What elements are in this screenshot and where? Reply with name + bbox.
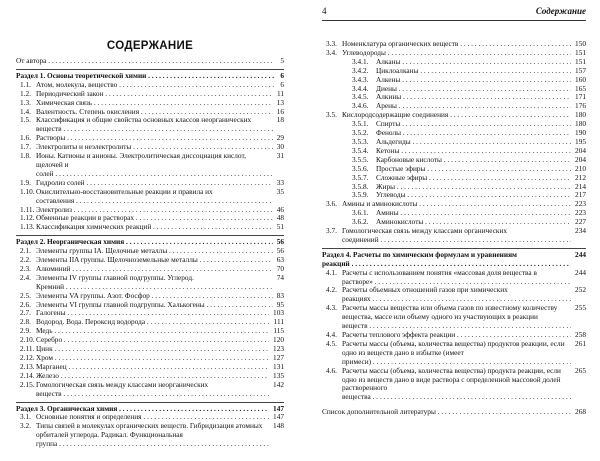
toc-entry-page: 195 [575,136,586,146]
toc-entry-label: Номенклатура органических веществ . . . [342,40,571,49]
toc-entry-number: 4.3. [326,303,337,313]
toc-entry-number: 3.5.9. [352,190,369,200]
toc-entry-number: 2.9. [20,326,31,336]
toc-entry-label: Химическая связь . . . [36,99,273,108]
toc-entry [16,354,284,363]
toc-entry [16,301,284,310]
toc-entry-label: Элементы IV группы главной подгруппы. Углерод. Кремний . . . [36,274,273,292]
toc-entry-page: 63 [276,255,284,265]
toc-entry-page: 11 [276,88,284,98]
toc-entry [322,111,586,120]
toc-entry [16,265,284,274]
toc-entry [322,331,586,340]
toc-entry-label: Альдегиды . . . [376,138,571,147]
toc-entry-number: 1.12. [20,213,35,223]
toc-entry [16,327,284,336]
toc-entry-number: 4.1. [326,267,337,277]
toc-entry-label: Гидролиз солей . . . [36,179,273,188]
toc-entry-page: 255 [575,303,586,313]
toc-entry-page: 70 [276,263,284,273]
toc-entry-number: 2.5. [20,290,31,300]
toc-entry-label: Электролиз . . . [36,206,273,215]
toc-entry-page: 123 [273,344,284,354]
section-divider [322,248,586,249]
toc-entry [16,179,284,188]
toc-entry-page: 165 [575,83,586,93]
toc-entry-number: 1.3. [20,97,31,107]
toc-entry-number: 3.6. [326,199,337,209]
toc-entry [16,214,284,223]
toc-entry-page: 157 [575,65,586,75]
toc-entry-page: 151 [575,56,586,66]
toc-entry-label: Хром . . . [36,354,269,363]
toc-entry-label: Алкены . . . [376,76,571,85]
toc-entry-number: 2.12. [20,353,35,362]
toc-entry-label: Алкины . . . [376,93,571,102]
toc-entry-page: 120 [273,335,284,345]
toc-entry [16,188,284,206]
toc-entry-number: 3.5.1. [352,119,369,129]
toc-entry-label: Список дополнительной литературы . . . [322,408,571,417]
toc-entry-page: 6 [280,79,284,89]
section-divider [16,69,284,70]
toc-entry-label: Амины и аминокислоты . . . [342,200,571,209]
toc-entry-page: 103 [273,308,284,318]
toc-entry-label: Фенолы . . . [376,129,571,138]
toc-entry-label: Классификация химических реакций . . . [36,223,273,232]
toc-entry-page: 48 [276,213,284,223]
toc-entry-page: 190 [575,128,586,138]
toc-entry-page: 142 [273,379,284,389]
toc-entry [322,340,586,367]
toc-entry-page: 244 [575,267,586,277]
toc-entry-label: Гомологическая связь между классами органических соединений . . . [342,227,571,245]
toc-entry-label: Расчеты теплового эффекта реакции . . . [342,331,571,340]
toc-entry-page: 261 [575,338,586,348]
toc-entry-page: 212 [575,172,586,182]
toc-entry-page: 180 [575,119,586,129]
toc-entry-page: 258 [575,330,586,339]
toc-section-heading [16,405,284,414]
toc-entry-page: 171 [575,92,586,102]
toc-entry-number: 3.2. [20,421,31,431]
toc-entry-page: 74 [276,272,284,282]
toc-entry [16,381,284,399]
toc-entry [322,408,586,417]
running-head: Содержание [535,6,586,16]
toc-entry-page: 6 [280,70,284,80]
toc-entry-number: 2.4. [20,272,31,282]
toc-entry-number: 2.11. [20,344,35,354]
toc-entry-label: Раздел 1. Основы теоретической химии . . . [16,72,276,81]
toc-entry-page: 151 [575,47,586,57]
toc-entry [16,256,284,265]
toc-entry-number: 1.9. [20,177,31,187]
toc-entry-number: 3.4.3. [352,74,369,84]
toc-entry-number: 1.2. [20,88,31,98]
toc-entry-label: Раздел 4. Расчеты по химическим формулам и уравнениям реакций . . . [322,251,571,269]
toc-entry-number: 2.15. [20,379,35,389]
toc-entry-number: 1.7. [20,142,31,152]
toc-entry [322,200,586,209]
toc-entry-label: Расчеты массы (объема, количества вещества) продуктов реакции, если одно из веществ дано в избытке (имеет примеси) . . . [342,340,571,367]
toc-entry-page: 135 [273,370,284,380]
toc-entry-page: 95 [276,299,284,309]
toc-entry-number: 1.10. [20,186,35,196]
toc-entry-number: 3.7. [326,226,337,236]
toc-entry-page: 31 [276,151,284,161]
toc-entry-page: 13 [276,97,284,107]
toc-entry-page: 46 [276,204,284,214]
toc-entry-page: 131 [273,361,284,371]
toc-entry-page: 29 [276,133,284,143]
toc-entry-number: 4.5. [326,338,337,348]
toc-entry-page: 51 [276,222,284,232]
toc-entry-page: 180 [575,110,586,120]
toc-entry-page: 204 [575,145,586,155]
toc-entry-page: 265 [575,365,586,375]
toc-entry-label: Валентность. Степень окисления . . . [36,108,273,117]
toc-entry-page: 234 [575,226,586,236]
toc-section-heading [322,251,586,269]
toc-entry-label: Основные понятия и определения . . . [36,413,269,422]
toc-entry-label: Карбоновые кислоты . . . [376,156,571,165]
toc-entry [16,422,284,449]
toc-entry-page: 147 [273,403,284,413]
toc-entry-number: 2.2. [20,255,31,265]
toc-entry-page: 33 [276,177,284,187]
toc-entry-label: Обменные реакции в растворах . . . [36,214,273,223]
page-number: 4 [322,6,327,16]
toc-entry [322,49,586,58]
toc-entry-page: 115 [273,326,284,336]
toc-entry [16,108,284,117]
toc-entry-number: 4.4. [326,330,337,339]
toc-entry [322,102,586,111]
toc-entry-number: 3.5.4. [352,145,369,155]
toc-entry-number: 3.5.6. [352,163,369,173]
toc-entry-page: 227 [575,217,586,227]
toc-entry [16,81,284,90]
toc-entry-label: Элементы группы IA. Щелочные металлы . . . [36,247,273,256]
toc-entry-number: 3.5.7. [352,172,369,182]
section-divider [16,235,284,236]
toc-entry-number: 3.6.1. [352,208,369,218]
toc-entry-label: Атом, молекула, вещество . . . [36,81,276,90]
toc-entry [322,218,586,227]
toc-entry-number: 3.6.2. [352,217,369,227]
toc-entry-label: Медь . . . [36,327,269,336]
toc-entry [322,286,586,304]
toc-entry [16,336,284,345]
toc-entry [322,191,586,200]
toc-entry [16,206,284,215]
toc-entry-number: 3.4.5. [352,92,369,102]
toc-entry-page: 268 [575,407,586,417]
toc-entry-number: 1.8. [20,151,31,161]
toc-entry-number: 2.10. [20,335,35,345]
toc-entry-page: 30 [276,142,284,152]
toc-list-right [322,40,586,417]
toc-entry-label: Элементы IIA группы. Щелочноземельные металлы . . . [36,256,273,265]
toc-entry-number: 1.11. [20,204,35,214]
header-rule [322,20,586,21]
toc-entry-page: 148 [273,421,284,431]
toc-entry [16,318,284,327]
toc-entry-number: 2.6. [20,299,31,309]
toc-entry-page: 210 [575,163,586,173]
toc-entry-label: Окислительно-восстановительные реакции и правила их составления . . . [36,188,273,206]
toc-entry [16,134,284,143]
toc-entry-page: 56 [276,237,284,247]
toc-entry-page: 35 [276,186,284,196]
toc-entry-number: 3.5.2. [352,128,369,138]
toc-entry-page: 160 [575,74,586,84]
toc-entry-label: Раздел 2. Неорганическая химия . . . [16,238,273,247]
toc-entry-number: 2.1. [20,246,31,256]
toc-entry [16,413,284,422]
toc-entry-label: Алканы . . . [376,58,571,67]
toc-entry [16,363,284,372]
toc-entry-label: Растворы . . . [36,134,273,143]
toc-entry-number: 3.4.2. [352,65,369,75]
toc-entry [322,269,586,287]
toc-entry-number: 3.4.1. [352,56,369,66]
toc-entry-number: 3.5. [326,110,337,120]
toc-entry-page: 223 [575,199,586,209]
toc-entry-number: 3.1. [20,412,31,422]
toc-entry-label: Алюминий . . . [36,265,273,274]
toc-entry-number: 3.4. [326,47,337,57]
toc-entry [16,309,284,318]
toc-entry-label: Кетоны . . . [376,147,571,156]
toc-entry-label: Марганец . . . [36,363,269,372]
toc-entry-page: 204 [575,154,586,164]
toc-section-heading [16,238,284,247]
toc-entry-page: 252 [575,285,586,295]
toc-entry-number: 1.5. [20,115,31,125]
toc-entry-page: 150 [575,39,586,48]
toc-entry [16,247,284,256]
toc-entry-number: 3.3. [326,39,337,48]
toc-entry-number: 4.2. [326,285,337,295]
toc-entry-label: Ионы. Катионы и анионы. Электролитическая диссоциация кислот, щелочей и солей . . . [36,152,273,179]
toc-entry-page: 111 [273,317,284,327]
toc-entry-number: 1.13. [20,222,35,232]
toc-entry-label: Цинк . . . [36,345,269,354]
toc-entry-label: Периодический закон . . . [36,90,273,99]
toc-entry-page: 56 [276,246,284,256]
toc-entry-label: Диены . . . [376,85,571,94]
toc-entry-label: Железо . . . [36,372,269,381]
toc-entry-label: Типы связей в молекулах органических веществ. Гибридизация атомных орбиталей углерода. Радикал. Функциональная группа . . . [36,422,269,449]
toc-list-left [16,57,284,449]
toc-entry [16,90,284,99]
toc-entry-number: 1.6. [20,133,31,143]
toc-entry-label: Серебро . . . [36,336,269,345]
toc-entry-label: Раздел 3. Органическая химия . . . [16,405,269,414]
toc-entry [16,292,284,301]
toc-entry-label: Расчеты массы (объема, количества вещества) продукта реакции, если одно из веществ дано в виде раствора с определенной массовой долей растворенного вещества . . . [342,367,571,403]
toc-entry-label: Амины . . . [376,209,571,218]
toc-entry [16,143,284,152]
toc-entry-page: 127 [273,353,284,362]
toc-entry-label: Кислородсодержащие соединения . . . [342,111,571,120]
toc-entry-label: Расчеты объемных отношений газов при химических реакциях . . . [342,286,571,304]
toc-entry-label: Углеводороды . . . [342,49,571,58]
toc-entry-label: Арены . . . [376,102,571,111]
toc-entry-page: 16 [276,106,284,116]
toc-entry [322,367,586,403]
toc-entry [16,274,284,292]
toc-entry-label: Спирты . . . [376,120,571,129]
toc-entry-number: 1.1. [20,79,31,89]
toc-entry-label: Аминокислоты . . . [376,218,571,227]
toc-title: СОДЕРЖАНИЕ [106,40,194,52]
toc-entry-label: Углеводы . . . [376,191,571,200]
toc-entry-label: Расчеты массы вещества или объема газов по известному количеству вещества, массе или объему одного из участвующих в реакции веществ . . . [342,304,571,331]
toc-entry-page: 83 [276,290,284,300]
toc-entry-number: 2.14. [20,370,35,380]
toc-entry-number: 2.7. [20,308,31,318]
toc-entry [16,99,284,108]
toc-entry-number: 1.4. [20,106,31,116]
toc-entry-number: 2.13. [20,361,35,371]
toc-entry-label: Циклоалканы . . . [376,67,571,76]
toc-entry-label: Простые эфиры . . . [376,165,571,174]
toc-entry-page: 147 [273,412,284,422]
toc-entry-page: 223 [575,208,586,218]
toc-entry-number: 3.5.5. [352,154,369,164]
toc-entry-page: 5 [280,56,284,65]
toc-entry-label: Элементы VA группы. Азот. Фосфор . . . [36,292,273,301]
toc-entry-label: От автора . . . [16,57,276,66]
toc-entry-number: 3.5.3. [352,136,369,146]
toc-entry-page: 18 [276,115,284,125]
toc-entry-label: Элементы VI группы главной подгруппы. Халькогены . . . [36,301,273,310]
toc-entry-label: Сложные эфиры . . . [376,174,571,183]
right-page [300,0,600,461]
toc-entry-number: 4.6. [326,365,337,375]
toc-entry [16,57,284,66]
toc-entry-number: 3.4.6. [352,101,369,111]
toc-entry-label: Гомологическая связь между классами неорганических веществ . . . [36,381,269,399]
toc-entry-number: 2.3. [20,263,31,273]
toc-entry-page: 217 [575,190,586,200]
toc-entry-page: 244 [575,249,586,259]
toc-entry [322,304,586,331]
section-divider [16,402,284,403]
toc-entry [16,116,284,134]
toc-entry [322,227,586,245]
toc-entry-number: 3.4.4. [352,83,369,93]
toc-entry-label: Расчеты с использованием понятия «массовая доля вещества в растворе» . . . [342,269,571,287]
toc-entry [16,345,284,354]
toc-entry-label: Жиры . . . [376,183,571,192]
toc-section-heading [16,72,284,81]
toc-entry-label: Классификация и общие свойства основных классов неорганических веществ . . . [36,116,273,134]
toc-entry-label: Водород. Вода. Пероксид водорода . . . [36,318,270,327]
toc-entry-page: 214 [575,181,586,191]
toc-entry-number: 3.5.8. [352,181,369,191]
toc-entry [16,372,284,381]
toc-entry-number: 2.8. [20,317,31,327]
toc-entry [322,40,586,49]
toc-entry [16,223,284,232]
toc-entry [16,152,284,179]
toc-entry-label: Электролиты и неэлектролиты . . . [36,143,273,152]
toc-entry-label: Галогены . . . [36,309,269,318]
toc-entry-page: 176 [575,101,586,111]
